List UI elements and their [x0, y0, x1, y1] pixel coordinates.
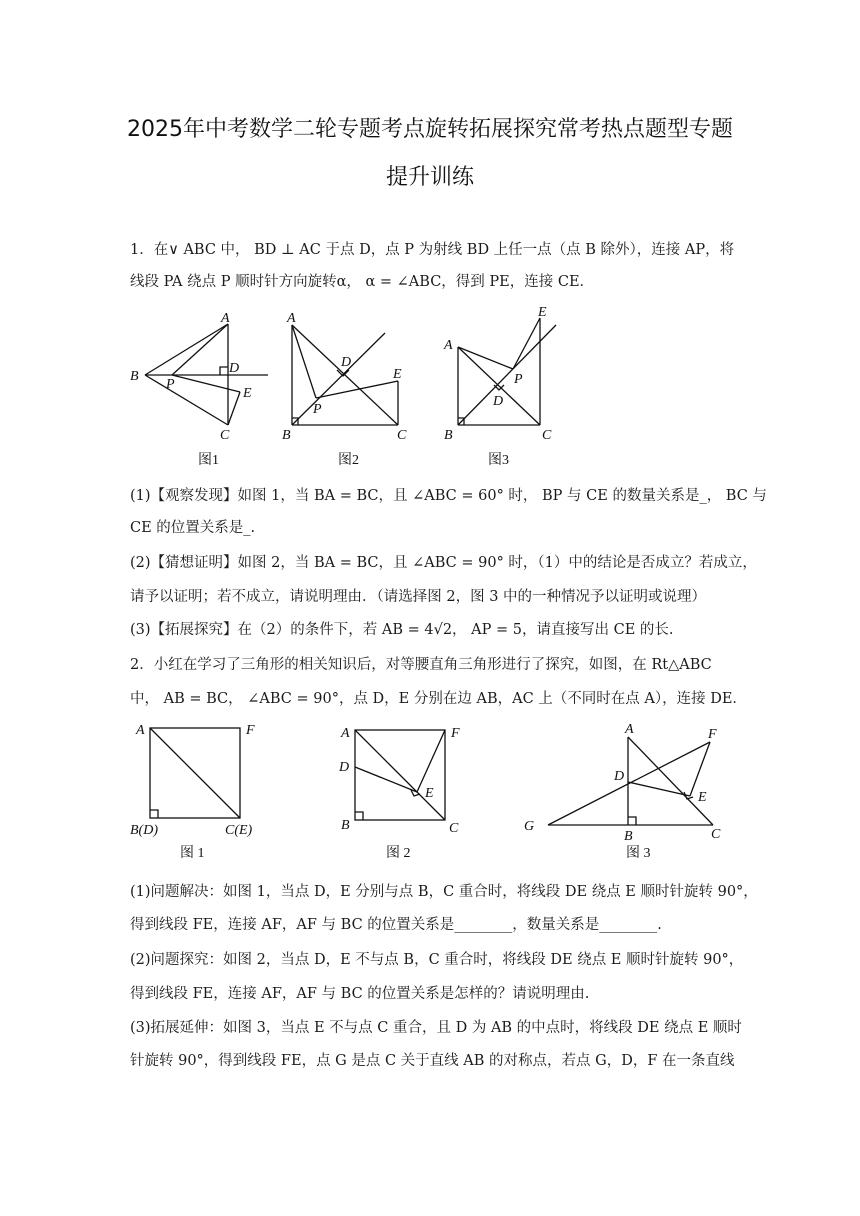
q1-fig2-label-p: P: [313, 402, 322, 417]
q1-part1-line1: (1)【观察发现】如图 1，当 BA = BC，且 ∠ABC = 60° 时， BP 与 CE 的数量关系是_， BC 与: [130, 488, 767, 504]
q2-figure-3: [548, 737, 713, 825]
q1-fig3-label-d: D: [493, 394, 504, 409]
q2-part1-line2: 得到线段 FE，连接 AF，AF 与 BC 的位置关系是________，数量关系是________.: [130, 917, 662, 933]
q1-fig1-caption: 图1: [198, 453, 219, 468]
q2-stem-line2: 中， AB = BC， ∠ABC = 90°，点 D，E 分别在边 AB，AC 上（不同时在点 A），连接 DE．: [130, 691, 747, 707]
q1-fig1-label-p: P: [166, 377, 175, 392]
q2-fig3-label-f: F: [708, 727, 717, 742]
q1-fig3-caption: 图3: [488, 453, 509, 468]
q2-fig1-caption: 图 1: [180, 846, 205, 861]
q2-fig3-label-d: D: [614, 769, 625, 784]
q1-fig3-label-b: B: [444, 428, 453, 443]
q2-fig1-label-ce: C(E): [225, 823, 253, 838]
q2-figure-2-labels: [338, 726, 460, 861]
q2-fig1-label-a: A: [136, 723, 145, 738]
q2-figure-1-labels: [130, 723, 255, 861]
q2-fig2-label-c: C: [449, 821, 459, 836]
q1-figure-1: [145, 324, 268, 425]
q2-fig3-label-a: A: [625, 722, 634, 737]
q2-fig3-label-g: G: [524, 819, 535, 834]
q2-figure-2: [355, 730, 445, 820]
q1-figure-2: [292, 325, 398, 425]
q1-fig2-label-a: A: [287, 311, 296, 326]
q1-figure-3-labels: [443, 305, 552, 468]
q2-fig2-label-f: F: [451, 726, 460, 741]
q1-fig2-caption: 图2: [338, 453, 359, 468]
q2-part2-line2: 得到线段 FE，连接 AF，AF 与 BC 的位置关系是怎样的？请说明理由.: [130, 986, 590, 1002]
q2-fig3-label-c: C: [711, 827, 721, 842]
q2-part3-line2: 针旋转 90°，得到线段 FE，点 G 是点 C 关于直线 AB 的对称点，若点 G，D，F 在一条直线: [130, 1053, 735, 1069]
q1-fig1-label-a: A: [221, 311, 230, 326]
q2-part1-line1: (1)问题解决：如图 1，当点 D，E 分别与点 B，C 重合时，将线段 DE 绕点 E 顺时针旋转 90°，: [130, 884, 758, 900]
q1-part1-line2: CE 的位置关系是_.: [130, 520, 256, 536]
q1-fig2-label-d: D: [341, 355, 352, 370]
q1-part2-line2: 请予以证明；若不成立，请说明理由．（请选择图 2，图 3 中的一种情况予以证明或说理）: [130, 589, 707, 605]
q1-figures: [0, 300, 860, 475]
q2-fig3-caption: 图 3: [626, 846, 651, 861]
q1-fig1-label-d: D: [229, 361, 240, 376]
q1-fig1-label-c: C: [220, 428, 230, 443]
q1-stem-line2: 线段 PA 绕点 P 顺时针方向旋转α， α = ∠ABC，得到 PE，连接 CE．: [130, 274, 595, 290]
q1-stem-line1: 1．在∨ ABC 中， BD ⊥ AC 于点 D，点 P 为射线 BD 上任一点（点 B 除外），连接 AP，将: [130, 242, 735, 258]
doc-title-line1: 2025年中考数学二轮专题考点旋转拓展探究常考热点题型专题: [127, 117, 733, 142]
q1-fig3-label-c: C: [542, 428, 552, 443]
q2-figure-1: [150, 728, 240, 818]
q2-fig3-label-b: B: [624, 829, 633, 844]
q2-fig2-label-d: D: [339, 760, 350, 775]
q2-part3-line1: (3)拓展延伸：如图 3，当点 E 不与点 C 重合，且 D 为 AB 的中点时，将线段 DE 绕点 E 顺时: [130, 1020, 742, 1036]
q1-fig3-label-a: A: [444, 338, 453, 353]
q1-fig2-label-b: B: [282, 428, 291, 443]
q1-part3: (3)【拓展探究】在（2）的条件下，若 AB = 4√2， AP = 5，请直接写出 CE 的长.: [130, 622, 674, 638]
q2-part2-line1: (2)问题探究：如图 2，当点 D，E 不与点 B，C 重合时，将线段 DE 绕点 E 顺时针旋转 90°，: [130, 952, 744, 968]
q1-figure-1-labels: [130, 311, 252, 468]
q1-part2-line1: (2)【猜想证明】如图 2，当 BA = BC，且 ∠ABC = 90° 时，（1）中的结论是否成立？若成立，: [130, 555, 757, 571]
q2-fig2-label-a: A: [341, 726, 350, 741]
q2-fig3-label-e: E: [698, 790, 707, 805]
q2-fig1-label-f: F: [246, 723, 255, 738]
q1-fig1-label-b: B: [130, 369, 139, 384]
q2-fig2-label-b: B: [341, 818, 350, 833]
q2-fig1-label-bd: B(D): [130, 823, 158, 838]
q2-fig2-caption: 图 2: [386, 846, 411, 861]
q1-fig1-label-e: E: [243, 386, 252, 401]
doc-title-line2: 提升训练: [385, 165, 474, 190]
q2-fig2-label-e: E: [425, 786, 434, 801]
q1-figure-2-labels: [282, 311, 407, 468]
q1-fig3-label-e: E: [538, 305, 547, 320]
q1-figure-3: [458, 318, 556, 425]
q1-fig2-label-c: C: [397, 428, 407, 443]
q2-stem-line1: 2．小红在学习了三角形的相关知识后，对等腰直角三角形进行了探究，如图，在 Rt△ABC: [130, 657, 712, 673]
q1-fig3-label-p: P: [514, 372, 523, 387]
q2-figures: [0, 712, 860, 867]
q1-fig2-label-e: E: [393, 367, 402, 382]
